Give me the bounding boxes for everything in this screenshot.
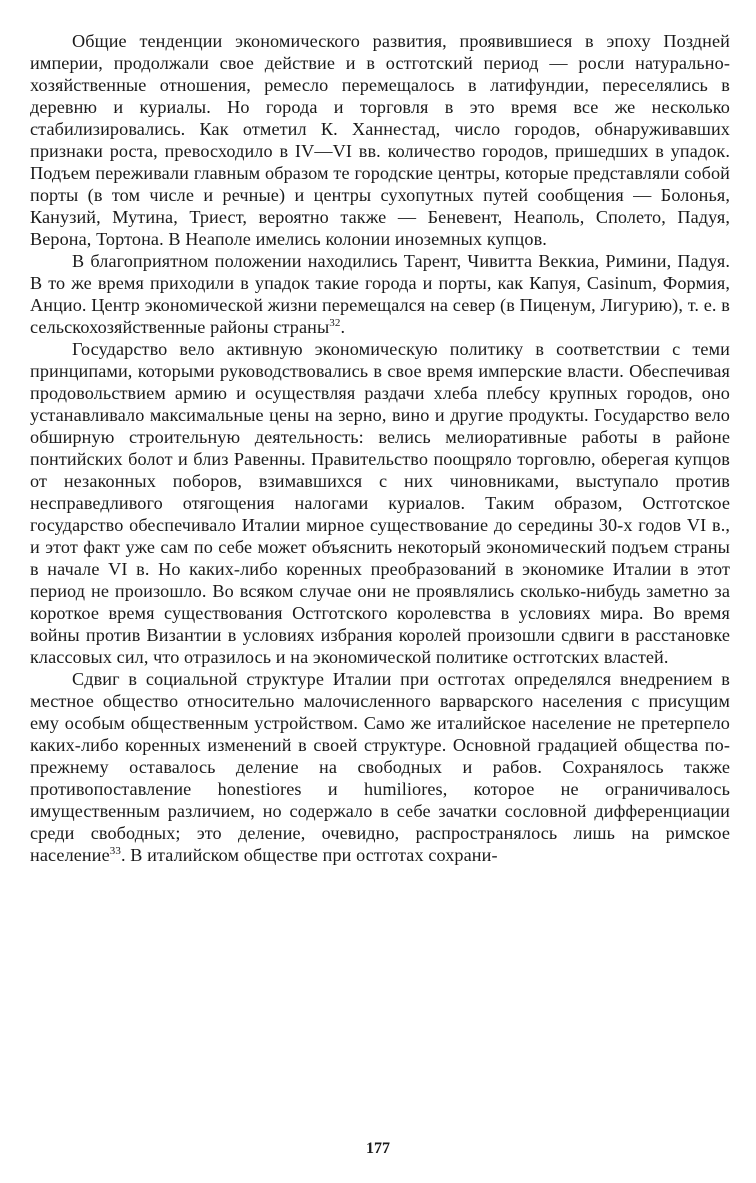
- paragraph-2-tail: .: [340, 317, 346, 337]
- page-body: [30, 30, 730, 866]
- paragraph-3-text: Государство вело активную экономическую политику в соответствии с теми принципами, которыми руководствовались в свое время имперские власти. Обеспечивая продовольствием армию и осуществляя раздачи хлеба плебсу крупных городов, оно устанавливало максимальные цены на зерно, вино и другие продукты. Государство вело обширную строительную деятельность: велись мелиоративные работы в районе понтийских болот и близ Равенны. Правительство поощряло торговлю, оберегая купцов от незаконных поборов, взимавшихся с них чиновниками, выступало против несправедливого отягощения налогами куриалов. Таким образом, Остготское государство обеспечивало Италии мирное существование до середины 30-х годов VI в., и этот факт уже сам по себе может объяснить некоторый экономический подъем страны в начале VI в. Но каких-либо коренных преобразований в экономике Италии в этот период не произошло. Во всяком случае они не проявлялись сколько-нибудь заметно за короткое время существования Остготского королевства в условиях мира. Во время войны против Византии в условиях избрания королей произошли сдвиги в расстановке классовых сил, что отразилось и на экономической политике остготских властей.: [30, 339, 730, 667]
- paragraph-3: [30, 338, 730, 668]
- paragraph-4-text: Сдвиг в социальной структуре Италии при остготах определялся внедрением в местное общество относительно малочисленного варварского населения с присущим ему особым общественным устройством. Само же италийское население не претерпело каких-либо коренных изменений в своей структуре. Основной градацией общества по-прежнему оставалось деление на свободных и рабов. Сохранялось также противопоставление honestiores и humiliores, которое не ограничивалось имущественным различием, но содержало в себе зачатки сословной дифференциации среди свободных; это деление, очевидно, распространялось лишь на римское население: [30, 669, 730, 865]
- paragraph-4-tail: . В италийском обществе при остготах сохрани-: [120, 845, 498, 865]
- footnote-ref-32: 32: [329, 316, 341, 329]
- paragraph-2: [30, 250, 730, 338]
- footnote-ref-33: 33: [109, 844, 121, 857]
- paragraph-4: [30, 668, 730, 866]
- paragraph-2-text: В благоприятном положении находились Тарент, Чивитта Веккиа, Римини, Падуя. В то же время приходили в упадок такие города и порты, как Капуя, Casinum, Формия, Анцио. Центр экономической жизни перемещался на север (в Пиценум, Лигурию), т. е. в сельскохозяйственные районы страны: [30, 251, 730, 337]
- paragraph-1-text: Общие тенденции экономического развития, проявившиеся в эпоху Поздней империи, продолжали свое действие и в остготский период — росли натурально-хозяйственные отношения, ремесло перемещалось в латифундии, переселялись в деревню и куриалы. Но города и торговля в это время все же несколько стабилизировались. Как отметил К. Ханнестад, число городов, обнаруживавших признаки роста, превосходило в IV—VI вв. количество городов, пришедших в упадок. Подъем переживали главным образом те городские центры, которые представляли собой порты (в том числе и речные) и центры сухопутных путей сообщения — Болонья, Канузий, Мутина, Триест, вероятно также — Беневент, Неаполь, Сполето, Падуя, Верона, Тортона. В Неаполе имелись колонии иноземных купцов.: [30, 31, 730, 249]
- paragraph-1: [30, 30, 730, 250]
- page-number: 177: [366, 1140, 390, 1157]
